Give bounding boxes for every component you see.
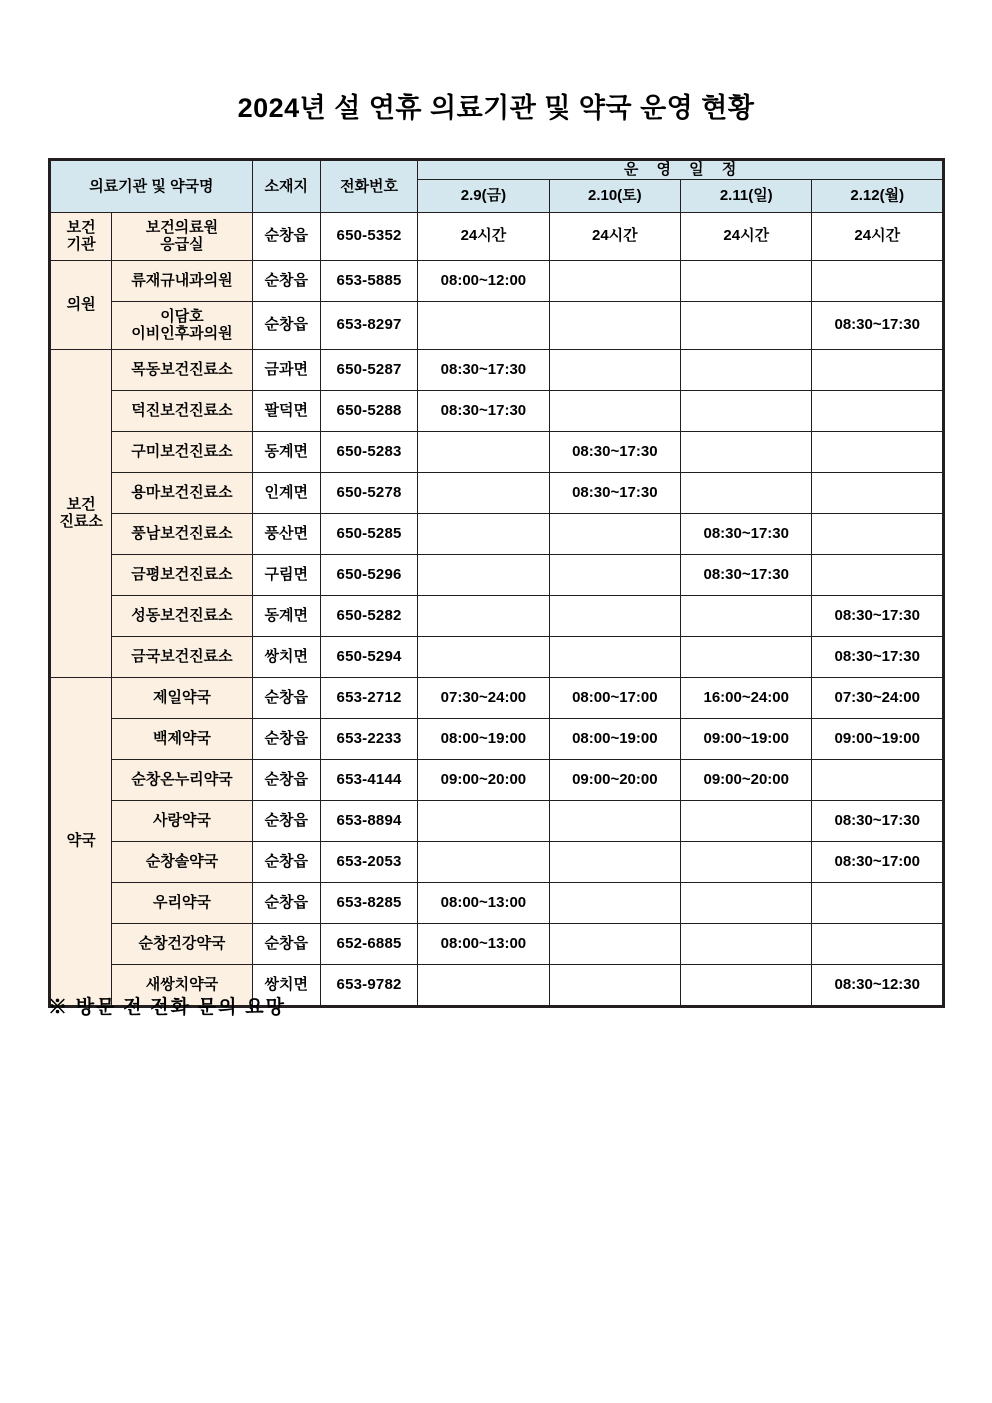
hours-cell-day-3 <box>681 923 812 964</box>
table-row <box>50 759 944 800</box>
location-cell: 순창읍 <box>252 923 320 964</box>
phone-cell: 653-2053 <box>320 841 417 882</box>
hours-cell-day-2 <box>549 260 680 301</box>
location-cell: 순창읍 <box>252 841 320 882</box>
schedule-table <box>48 158 945 1008</box>
hours-cell-day-3 <box>681 800 812 841</box>
phone-cell: 653-8297 <box>320 301 417 349</box>
hours-cell-day-1 <box>418 636 549 677</box>
hours-cell-day-4: 08:30~17:30 <box>812 595 944 636</box>
table-row <box>50 718 944 759</box>
phone-cell: 650-5287 <box>320 349 417 390</box>
facility-name-cell: 우리약국 <box>112 882 252 923</box>
hours-cell-day-1 <box>418 595 549 636</box>
table-row <box>50 212 944 260</box>
hours-cell-day-2 <box>549 390 680 431</box>
hours-cell-day-3: 09:00~20:00 <box>681 759 812 800</box>
hours-cell-day-3: 08:30~17:30 <box>681 554 812 595</box>
hours-cell-day-2 <box>549 800 680 841</box>
category-cell: 보건 기관 <box>50 212 112 260</box>
hours-cell-day-4: 08:30~12:30 <box>812 964 944 1006</box>
hours-cell-day-2 <box>549 636 680 677</box>
hours-cell-day-2 <box>549 301 680 349</box>
hours-cell-day-4 <box>812 472 944 513</box>
header-schedule-group: 운 영 일 정 <box>418 160 944 180</box>
phone-cell: 650-5282 <box>320 595 417 636</box>
header-location: 소재지 <box>252 160 320 213</box>
hours-cell-day-2 <box>549 595 680 636</box>
hours-cell-day-3 <box>681 882 812 923</box>
location-cell: 금과면 <box>252 349 320 390</box>
hours-cell-day-2 <box>549 964 680 1006</box>
hours-cell-day-4: 09:00~19:00 <box>812 718 944 759</box>
footnote: ※ 방문 전 전화 문의 요망 <box>48 997 286 1018</box>
facility-name-cell: 보건의료원 응급실 <box>112 212 252 260</box>
hours-cell-day-3: 08:30~17:30 <box>681 513 812 554</box>
hours-cell-day-4 <box>812 431 944 472</box>
hours-cell-day-2 <box>549 513 680 554</box>
location-cell: 쌍치면 <box>252 636 320 677</box>
hours-cell-day-4 <box>812 882 944 923</box>
category-cell: 의원 <box>50 260 112 349</box>
category-cell: 보건 진료소 <box>50 349 112 677</box>
phone-cell: 650-5352 <box>320 212 417 260</box>
hours-cell-day-1 <box>418 964 549 1006</box>
hours-cell-day-4 <box>812 513 944 554</box>
hours-cell-day-1 <box>418 431 549 472</box>
hours-cell-day-1: 09:00~20:00 <box>418 759 549 800</box>
facility-name-cell: 금국보건진료소 <box>112 636 252 677</box>
hours-cell-day-3 <box>681 964 812 1006</box>
phone-cell: 653-2712 <box>320 677 417 718</box>
hours-cell-day-3 <box>681 431 812 472</box>
hours-cell-day-3 <box>681 301 812 349</box>
table-body <box>50 212 944 1006</box>
hours-cell-day-4: 08:30~17:30 <box>812 301 944 349</box>
table-row <box>50 595 944 636</box>
hours-cell-day-1: 07:30~24:00 <box>418 677 549 718</box>
table-row <box>50 301 944 349</box>
table-row <box>50 390 944 431</box>
location-cell: 동계면 <box>252 431 320 472</box>
hours-cell-day-1: 24시간 <box>418 212 549 260</box>
hours-cell-day-2 <box>549 349 680 390</box>
hours-cell-day-4 <box>812 260 944 301</box>
hours-cell-day-4 <box>812 759 944 800</box>
hours-cell-day-1: 08:30~17:30 <box>418 349 549 390</box>
table-row <box>50 513 944 554</box>
hours-cell-day-3: 24시간 <box>681 212 812 260</box>
phone-cell: 650-5296 <box>320 554 417 595</box>
hours-cell-day-1 <box>418 841 549 882</box>
location-cell: 쌍치면 <box>252 964 320 1006</box>
header-date-1: 2.9(금) <box>418 179 549 212</box>
facility-name-cell: 백제약국 <box>112 718 252 759</box>
location-cell: 순창읍 <box>252 260 320 301</box>
hours-cell-day-3 <box>681 472 812 513</box>
facility-name-cell: 사랑약국 <box>112 800 252 841</box>
hours-cell-day-1 <box>418 554 549 595</box>
header-name: 의료기관 및 약국명 <box>50 160 253 213</box>
hours-cell-day-4 <box>812 554 944 595</box>
table-row <box>50 882 944 923</box>
hours-cell-day-4 <box>812 923 944 964</box>
facility-name-cell: 순창솔약국 <box>112 841 252 882</box>
table-row <box>50 841 944 882</box>
header-date-2: 2.10(토) <box>549 179 680 212</box>
hours-cell-day-1: 08:00~13:00 <box>418 882 549 923</box>
hours-cell-day-4: 08:30~17:30 <box>812 800 944 841</box>
hours-cell-day-3 <box>681 636 812 677</box>
hours-cell-day-1 <box>418 513 549 554</box>
facility-name-cell: 금평보건진료소 <box>112 554 252 595</box>
table-row <box>50 636 944 677</box>
hours-cell-day-2 <box>549 554 680 595</box>
hours-cell-day-2: 08:00~19:00 <box>549 718 680 759</box>
hours-cell-day-2 <box>549 923 680 964</box>
phone-cell: 650-5288 <box>320 390 417 431</box>
facility-name-cell: 성동보건진료소 <box>112 595 252 636</box>
hours-cell-day-1: 08:00~19:00 <box>418 718 549 759</box>
hours-cell-day-4 <box>812 390 944 431</box>
hours-cell-day-1: 08:30~17:30 <box>418 390 549 431</box>
hours-cell-day-4: 07:30~24:00 <box>812 677 944 718</box>
hours-cell-day-3 <box>681 349 812 390</box>
hours-cell-day-3: 09:00~19:00 <box>681 718 812 759</box>
location-cell: 순창읍 <box>252 301 320 349</box>
facility-name-cell: 새쌍치약국 <box>112 964 252 1006</box>
hours-cell-day-1: 08:00~12:00 <box>418 260 549 301</box>
location-cell: 순창읍 <box>252 677 320 718</box>
table-row <box>50 923 944 964</box>
location-cell: 순창읍 <box>252 212 320 260</box>
location-cell: 구림면 <box>252 554 320 595</box>
header-phone: 전화번호 <box>320 160 417 213</box>
hours-cell-day-2: 09:00~20:00 <box>549 759 680 800</box>
location-cell: 동계면 <box>252 595 320 636</box>
schedule-table-wrapper <box>48 158 945 1008</box>
header-date-3: 2.11(일) <box>681 179 812 212</box>
facility-name-cell: 류재규내과의원 <box>112 260 252 301</box>
location-cell: 인계면 <box>252 472 320 513</box>
phone-cell: 653-2233 <box>320 718 417 759</box>
hours-cell-day-3 <box>681 841 812 882</box>
facility-name-cell: 이담호 이비인후과의원 <box>112 301 252 349</box>
facility-name-cell: 풍남보건진료소 <box>112 513 252 554</box>
location-cell: 순창읍 <box>252 882 320 923</box>
phone-cell: 653-5885 <box>320 260 417 301</box>
location-cell: 순창읍 <box>252 800 320 841</box>
phone-cell: 650-5283 <box>320 431 417 472</box>
hours-cell-day-2: 24시간 <box>549 212 680 260</box>
hours-cell-day-2: 08:30~17:30 <box>549 472 680 513</box>
page-title: 2024년 설 연휴 의료기관 및 약국 운영 현황 <box>237 93 755 123</box>
header-row-primary <box>50 160 944 180</box>
facility-name-cell: 용마보건진료소 <box>112 472 252 513</box>
facility-name-cell: 덕진보건진료소 <box>112 390 252 431</box>
hours-cell-day-3 <box>681 260 812 301</box>
table-row <box>50 554 944 595</box>
table-row <box>50 260 944 301</box>
hours-cell-day-1 <box>418 472 549 513</box>
hours-cell-day-3 <box>681 595 812 636</box>
hours-cell-day-2: 08:30~17:30 <box>549 431 680 472</box>
hours-cell-day-2: 08:00~17:00 <box>549 677 680 718</box>
phone-cell: 650-5278 <box>320 472 417 513</box>
hours-cell-day-4: 08:30~17:30 <box>812 636 944 677</box>
hours-cell-day-3: 16:00~24:00 <box>681 677 812 718</box>
category-cell: 약국 <box>50 677 112 1006</box>
hours-cell-day-1 <box>418 301 549 349</box>
facility-name-cell: 순창건강약국 <box>112 923 252 964</box>
location-cell: 순창읍 <box>252 759 320 800</box>
table-row <box>50 472 944 513</box>
hours-cell-day-4: 08:30~17:00 <box>812 841 944 882</box>
facility-name-cell: 목동보건진료소 <box>112 349 252 390</box>
hours-cell-day-2 <box>549 841 680 882</box>
phone-cell: 653-8285 <box>320 882 417 923</box>
hours-cell-day-1 <box>418 800 549 841</box>
location-cell: 순창읍 <box>252 718 320 759</box>
facility-name-cell: 구미보건진료소 <box>112 431 252 472</box>
phone-cell: 653-9782 <box>320 964 417 1006</box>
phone-cell: 650-5294 <box>320 636 417 677</box>
table-head <box>50 160 944 213</box>
table-row <box>50 800 944 841</box>
table-row <box>50 349 944 390</box>
phone-cell: 652-6885 <box>320 923 417 964</box>
table-row <box>50 431 944 472</box>
hours-cell-day-1: 08:00~13:00 <box>418 923 549 964</box>
phone-cell: 653-4144 <box>320 759 417 800</box>
table-row <box>50 677 944 718</box>
location-cell: 풍산면 <box>252 513 320 554</box>
header-date-4: 2.12(월) <box>812 179 944 212</box>
hours-cell-day-4: 24시간 <box>812 212 944 260</box>
hours-cell-day-4 <box>812 349 944 390</box>
location-cell: 팔덕면 <box>252 390 320 431</box>
phone-cell: 650-5285 <box>320 513 417 554</box>
hours-cell-day-2 <box>549 882 680 923</box>
facility-name-cell: 제일약국 <box>112 677 252 718</box>
facility-name-cell: 순창온누리약국 <box>112 759 252 800</box>
hours-cell-day-3 <box>681 390 812 431</box>
phone-cell: 653-8894 <box>320 800 417 841</box>
